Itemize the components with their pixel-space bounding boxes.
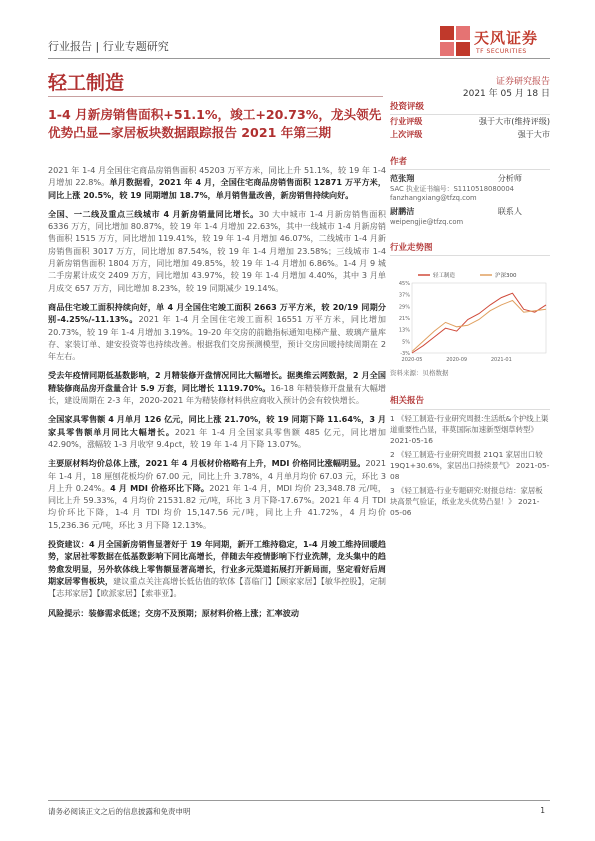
logo-mark-icon: [440, 26, 470, 56]
author-cert: SAC 执业证书编号：S1110518080004: [390, 185, 514, 193]
related-report-item[interactable]: [390, 413, 550, 446]
footer-divider: [48, 800, 550, 801]
author-name: 尉鹏洁: [390, 206, 415, 216]
industry-name: 轻工制造: [48, 72, 125, 94]
x-tick-label: 2020-09: [446, 357, 468, 363]
chart-source: 资料来源：贝格数据: [390, 369, 449, 377]
paragraph-text: 建议重点关注高增长低估值的软体【喜临门】【顾家家居】【敏华控股】，定制【志邦家居】【欧派家居】【索菲亚】。: [48, 575, 386, 599]
author-row: [390, 172, 550, 185]
paragraph-lead: 主要原材料均价总体上涨，2021 年 4 月板材价格略有上升，MDI 价格同比涨幅明显。: [48, 458, 366, 469]
paragraph-emphasis: 单月数据看，2021 年 4 月，全国住宅商品房销售面积 12871 万平方米，同比上涨 20.5%，较 19 同期增加 18.7%，单月销售量改善，新房销售持续向好。: [48, 177, 386, 200]
paragraph-text: 16-18 年精装修开盘量有大幅增长，建设周期在 2-3 年，2020-2021 年为精装修材料供应商收入预计仍会有较快增长。: [48, 382, 386, 406]
rating-row: [390, 115, 550, 128]
paragraph-text: 2021 年 1-4 月全国住宅商品房销售面积 45203 万平方米，同比上升 51.1%，较 19 年 1-4 月增加 22.8%。: [48, 165, 386, 188]
related-report-title: 2 《轻工制造-行业研究周报 21Q1 家居出口较 19Q1+30.6%，家居出口持续景气》: [390, 450, 543, 470]
y-tick-label: 29%: [398, 304, 410, 311]
trend-heading: 行业走势图: [390, 241, 550, 256]
related-report-title: 1 《轻工制造-行业研究周报:生活纸&个护线上渠道重要性凸显，菲莫国际加速新型烟草转型》: [390, 414, 549, 434]
trend-chart: [390, 267, 550, 365]
sidebar: [390, 100, 550, 256]
y-tick-label: 21%: [398, 316, 410, 322]
series-line: [412, 293, 546, 353]
trend-chart-svg: [390, 267, 550, 365]
rating-key: 上次评级: [390, 129, 423, 139]
x-tick-label: 2021-01: [490, 357, 512, 363]
paragraph: [48, 208, 386, 294]
x-tick-label: 2020-05: [401, 357, 423, 363]
related-heading: 相关报告: [390, 396, 550, 410]
y-tick-label: 5%: [402, 339, 410, 346]
footer-disclaimer: 请务必阅读正文之后的信息披露和免责申明: [48, 807, 191, 816]
paragraph-lead: 投资建议：4 月全国新房销售显著好于 19 年同期，新开工维持稳定，1-4 月竣工维持回暖趋势，家居社零数据在低基数影响下同比高增长，伴随去年疫情影响下行业洗牌，龙头集中的趋势愈发明显，另外软体线上零售额显著高增长，行业多元渠道拓展打开新局面，坚定看好后周期家居零售板块，: [48, 539, 386, 586]
report-type: 证券研究报告: [495, 77, 550, 87]
paragraph: [48, 369, 386, 406]
paragraph-tail: 2021 年 1-4 月，MDI 均价 23,348.78 元/吨，同比上升 59.33%，4 月均价 21531.82 元/吨，环比 3 月下降-17.67%。2021 年 4 月 TDI 均价环比下降，1-4 月 TDI 均价 15,147.56 元/吨，同比上升 41.72%，4 月均价 15,236.36 元/吨，环比 3 月下降 12.13%。: [48, 482, 386, 530]
paragraph: [48, 164, 386, 201]
related-report-item[interactable]: [390, 485, 550, 518]
report-title: 1-4 月新房销售面积+51.1%，竣工+20.73%，龙头领先优势凸显—家居板块数据跟踪报告 2021 年第三期: [48, 107, 382, 140]
rating-value: 强于大市: [517, 129, 550, 139]
related-reports: [390, 396, 550, 518]
author-email[interactable]: weipengjie@tfzq.com: [390, 218, 464, 226]
author-role: 分析师: [497, 173, 522, 183]
related-report-date: 2021-05-08: [390, 461, 550, 481]
rating-value: 强于大市(维持评级): [478, 116, 550, 126]
y-tick-label: -3%: [400, 351, 410, 357]
paragraph-text: 2021 年 1-4 月，18 厘刨花板均价 67.00 元，同比上升 3.78%，4 月单月均价 67.03 元，环比 3 月上升 0.24%。: [48, 458, 386, 493]
rating-heading: 投资评级: [390, 100, 550, 115]
paragraph-emphasis: 4 月 MDI 价格环比下降。: [110, 482, 210, 493]
related-report-date: 2021-05-06: [390, 497, 540, 517]
related-report-date: 2021-05-16: [390, 436, 433, 445]
main-body: [48, 164, 386, 626]
authors-heading: 作者: [390, 155, 550, 170]
author-name: 范张翔: [390, 173, 415, 183]
paragraph: [48, 301, 386, 362]
y-tick-label: 45%: [398, 281, 410, 287]
legend-label: 沪深300: [495, 273, 517, 279]
paragraph-lead: 风险提示：装修需求低迷；交房不及预期；原材料价格上涨；汇率波动: [48, 607, 299, 618]
rating-row: [390, 128, 550, 141]
paragraph: [48, 607, 386, 619]
header-divider: [48, 58, 550, 59]
paragraph: [48, 413, 386, 450]
rating-key: 行业评级: [390, 116, 423, 126]
paragraph-lead: 商品住宅竣工面积持续向好，单 4 月全国住宅竣工面积 2663 万平方米，较 20/19 同期分别-4.25%/-11.13%。: [48, 301, 386, 325]
author-row: [390, 205, 550, 218]
series-line: [412, 301, 546, 352]
paragraph: [48, 538, 386, 599]
author-email[interactable]: fanzhangxiang@tfzq.com: [390, 194, 477, 202]
paragraph-lead: 全国、一二线及重点三线城市 4 月新房销量同比增长。: [48, 208, 259, 219]
logo-text-en: TF SECURITIES: [476, 48, 527, 55]
paragraph-text: 2021 年 1-4 月全国家具零售额 485 亿元，同比增加 42.90%，涨幅较 1-3 月收窄 9.4pct，较 19 年 1-4 月下降 13.07%。: [48, 426, 386, 449]
author-role: 联系人: [497, 206, 522, 216]
page-number: 1: [540, 806, 545, 815]
paragraph-text: 30 大中城市 1-4 月新房销售面积 6336 万方，同比增加 80.87%，较 19 年 1-4 月增加 22.63%，其中一线城市 1-4 月新房销售面积 1515 万方，同比增加 119.41%，较 19 年 1-4 月增加 46.07%，二线城市 1-4 月新房销售面积 3017 万方，同比增加 87.54%，较 19 年 1-4 月增加 23.58%；三线城市 1-4 月新房销售面积 1804 万方，同比增加 49.85%，较 19 年 1-4 月增加 6.86%。1-4 月 9 城二手房累计成交 2409 万方，同比增加 43.97%，较 19 年 1-4 月增加 4.40%，其中 3 月单月成交 657 万方，同比增加 8.23%，较 19 同期减少 19.14%。: [48, 208, 386, 293]
y-tick-label: 13%: [398, 327, 410, 334]
paragraph-lead: 受去年疫情同期低基数影响，2 月精装修开盘情况同比大幅增长。据奥维云网数据，2 月全国精装修商品房开盘量合计 5.9 万套，同比增长 1119.70%。: [48, 370, 386, 393]
y-tick-label: 37%: [398, 292, 410, 299]
report-category: 行业报告 | 行业专题研究: [48, 40, 169, 53]
report-date: 2021 年 05 月 18 日: [462, 89, 550, 99]
legend-label: 轻工制造: [433, 273, 456, 279]
title-divider: [48, 96, 383, 97]
paragraph: [48, 457, 386, 531]
related-report-item[interactable]: [390, 449, 550, 482]
paragraph-text: 2021 年 1-4 月全国住宅竣工面积 16551 万平方米，同比增加 20.73%，较 19 年 1-4 月增加 3.19%。19-20 年交房的前瞻指标通知电梯产量、玻璃产量库存、家装订单、建安投资等也持续改善。根据我们交房预测模型，预计交房回暖持续周期在 2 年左右。: [48, 314, 386, 362]
related-report-title: 3 《轻工制造-行业专题研究:财报总结：家居板块高景气验证，纸业龙头优势凸显！》: [390, 486, 543, 506]
paragraph-lead: 全国家具零售额 4 月单月 126 亿元，同比上涨 21.70%，较 19 同期下降 11.64%，3 月家具零售额单月同比大幅增长。: [48, 414, 386, 437]
logo-text-cn: 天风证券: [474, 29, 539, 47]
plot-area: [412, 283, 546, 353]
